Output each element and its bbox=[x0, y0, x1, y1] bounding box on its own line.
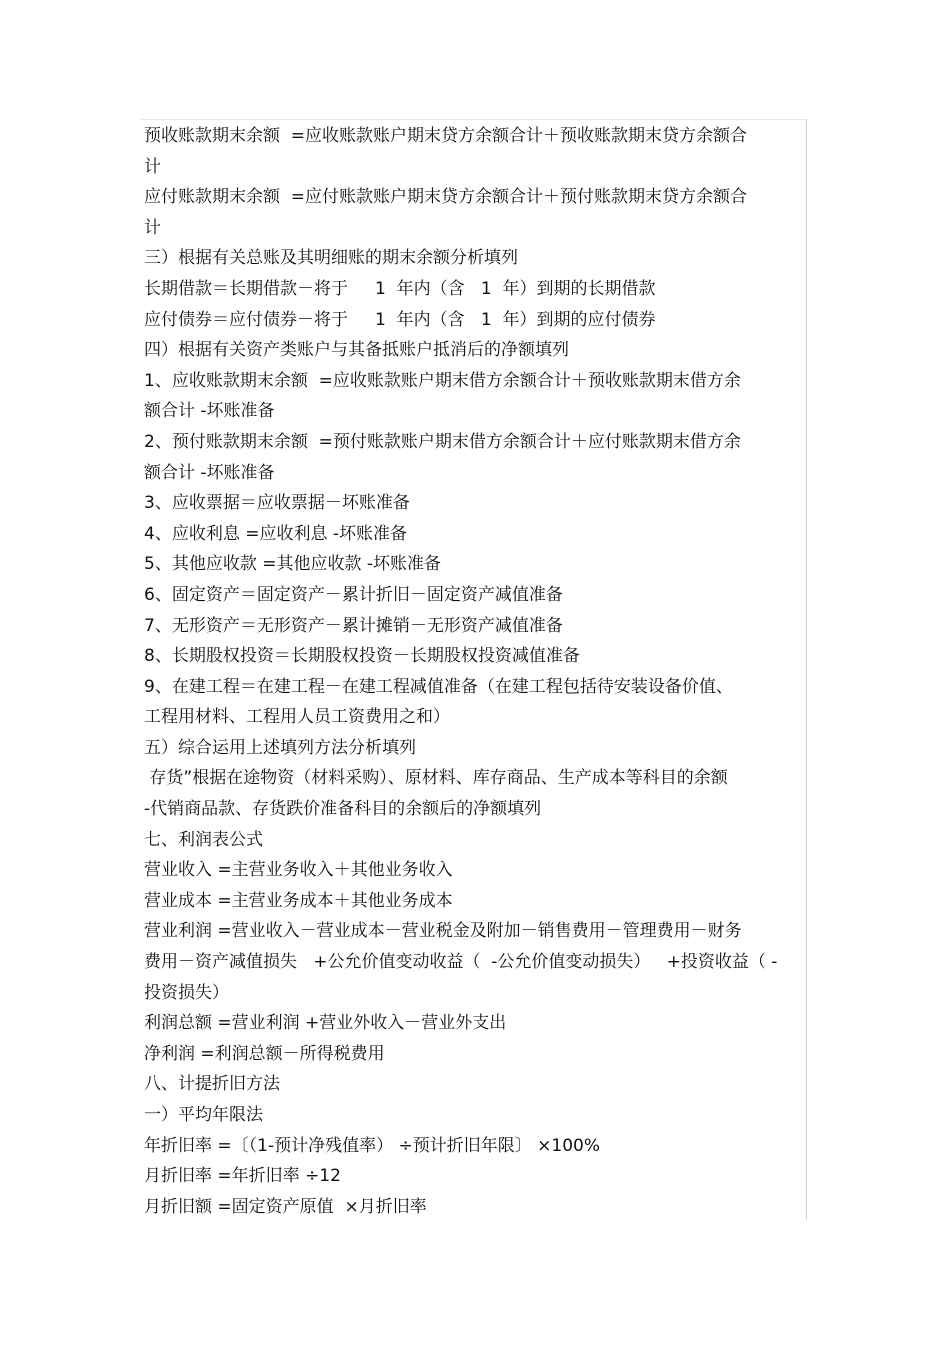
text-line: 预收账款期末余额 =应收账款账户期末贷方余额合计＋预收账款期末贷方余额合 bbox=[144, 126, 748, 146]
text-line: 2、预付账款期末余额 =预付账款账户期末借方余额合计＋应付账款期末借方余 bbox=[144, 431, 741, 452]
text-line: 1、应收账款期末余额 =应收账款账户期末借方余额合计＋预收账款期末借方余 bbox=[144, 370, 741, 391]
document-body bbox=[144, 121, 799, 1222]
text-line: 计 bbox=[144, 156, 161, 177]
text-line: 月折旧率 =年折旧率 ÷12 bbox=[144, 1166, 341, 1187]
text-line: 9、在建工程＝在建工程－在建工程减值准备（在建工程包括待安装设备价值、 bbox=[144, 676, 733, 697]
text-line: 4、应收利息 =应收利息 -坏账准备 bbox=[144, 523, 408, 544]
section-heading: 八、计提折旧方法 bbox=[144, 1074, 280, 1095]
text-line: 年折旧率 =〔（1-预计净残值率） ÷预计折旧年限〕 ×100% bbox=[144, 1135, 600, 1156]
text-line: 计 bbox=[144, 217, 161, 238]
text-line: 营业收入 =主营业务收入＋其他业务收入 bbox=[144, 860, 453, 881]
text-line: 应付债券＝应付债券－将于 1 年内（含 1 年）到期的应付债券 bbox=[144, 309, 656, 330]
text-line: 利润总额 =营业利润 +营业外收入－营业外支出 bbox=[144, 1013, 507, 1034]
section-heading: 三）根据有关总账及其明细账的期末余额分析填列 bbox=[144, 248, 518, 269]
text-line: 长期借款＝长期借款－将于 1 年内（含 1 年）到期的长期借款 bbox=[144, 278, 656, 299]
text-line: 8、长期股权投资＝长期股权投资－长期股权投资减值准备 bbox=[144, 646, 580, 667]
text-line: 额合计 -坏账准备 bbox=[144, 401, 275, 422]
text-line: 7、无形资产＝无形资产－累计摊销－无形资产减值准备 bbox=[144, 615, 563, 636]
text-line: 3、应收票据＝应收票据－坏账准备 bbox=[144, 493, 410, 514]
text-line: 6、固定资产＝固定资产－累计折旧－固定资产减值准备 bbox=[144, 584, 563, 605]
text-line: 5、其他应收款 =其他应收款 -坏账准备 bbox=[144, 554, 442, 575]
text-line: 额合计 -坏账准备 bbox=[144, 462, 275, 483]
section-heading: 五）综合运用上述填列方法分析填列 bbox=[144, 737, 416, 758]
section-heading: 一）平均年限法 bbox=[144, 1105, 263, 1125]
text-line: 月折旧额 =固定资产原值 ×月折旧率 bbox=[144, 1196, 427, 1217]
text-line: 应付账款期末余额 =应付账款账户期末贷方余额合计＋预付账款期末贷方余额合 bbox=[144, 187, 748, 208]
text-line: 营业利润 =营业收入－营业成本－营业税金及附加－销售费用－管理费用－财务 bbox=[144, 921, 742, 942]
text-line: 营业成本 =主营业务成本＋其他业务成本 bbox=[144, 890, 453, 911]
text-line: 工程用材料、工程用人员工资费用之和） bbox=[144, 707, 450, 728]
text-line: 存货”根据在途物资（材料采购）、原材料、库存商品、生产成本等科目的余额 bbox=[144, 768, 728, 789]
text-line: 净利润 =利润总额－所得税费用 bbox=[144, 1043, 385, 1064]
text-line: 投资损失） bbox=[144, 982, 229, 1003]
section-heading: 七、利润表公式 bbox=[144, 829, 263, 850]
text-line: -代销商品款、存货跌价准备科目的余额后的净额填列 bbox=[144, 799, 542, 820]
text-line: 费用－资产减值损失 +公允价值变动收益（ -公允价值变动损失） +投资收益（ - bbox=[144, 952, 778, 973]
section-heading: 四）根据有关资产类账户与其备抵账户抵消后的净额填列 bbox=[144, 340, 569, 361]
